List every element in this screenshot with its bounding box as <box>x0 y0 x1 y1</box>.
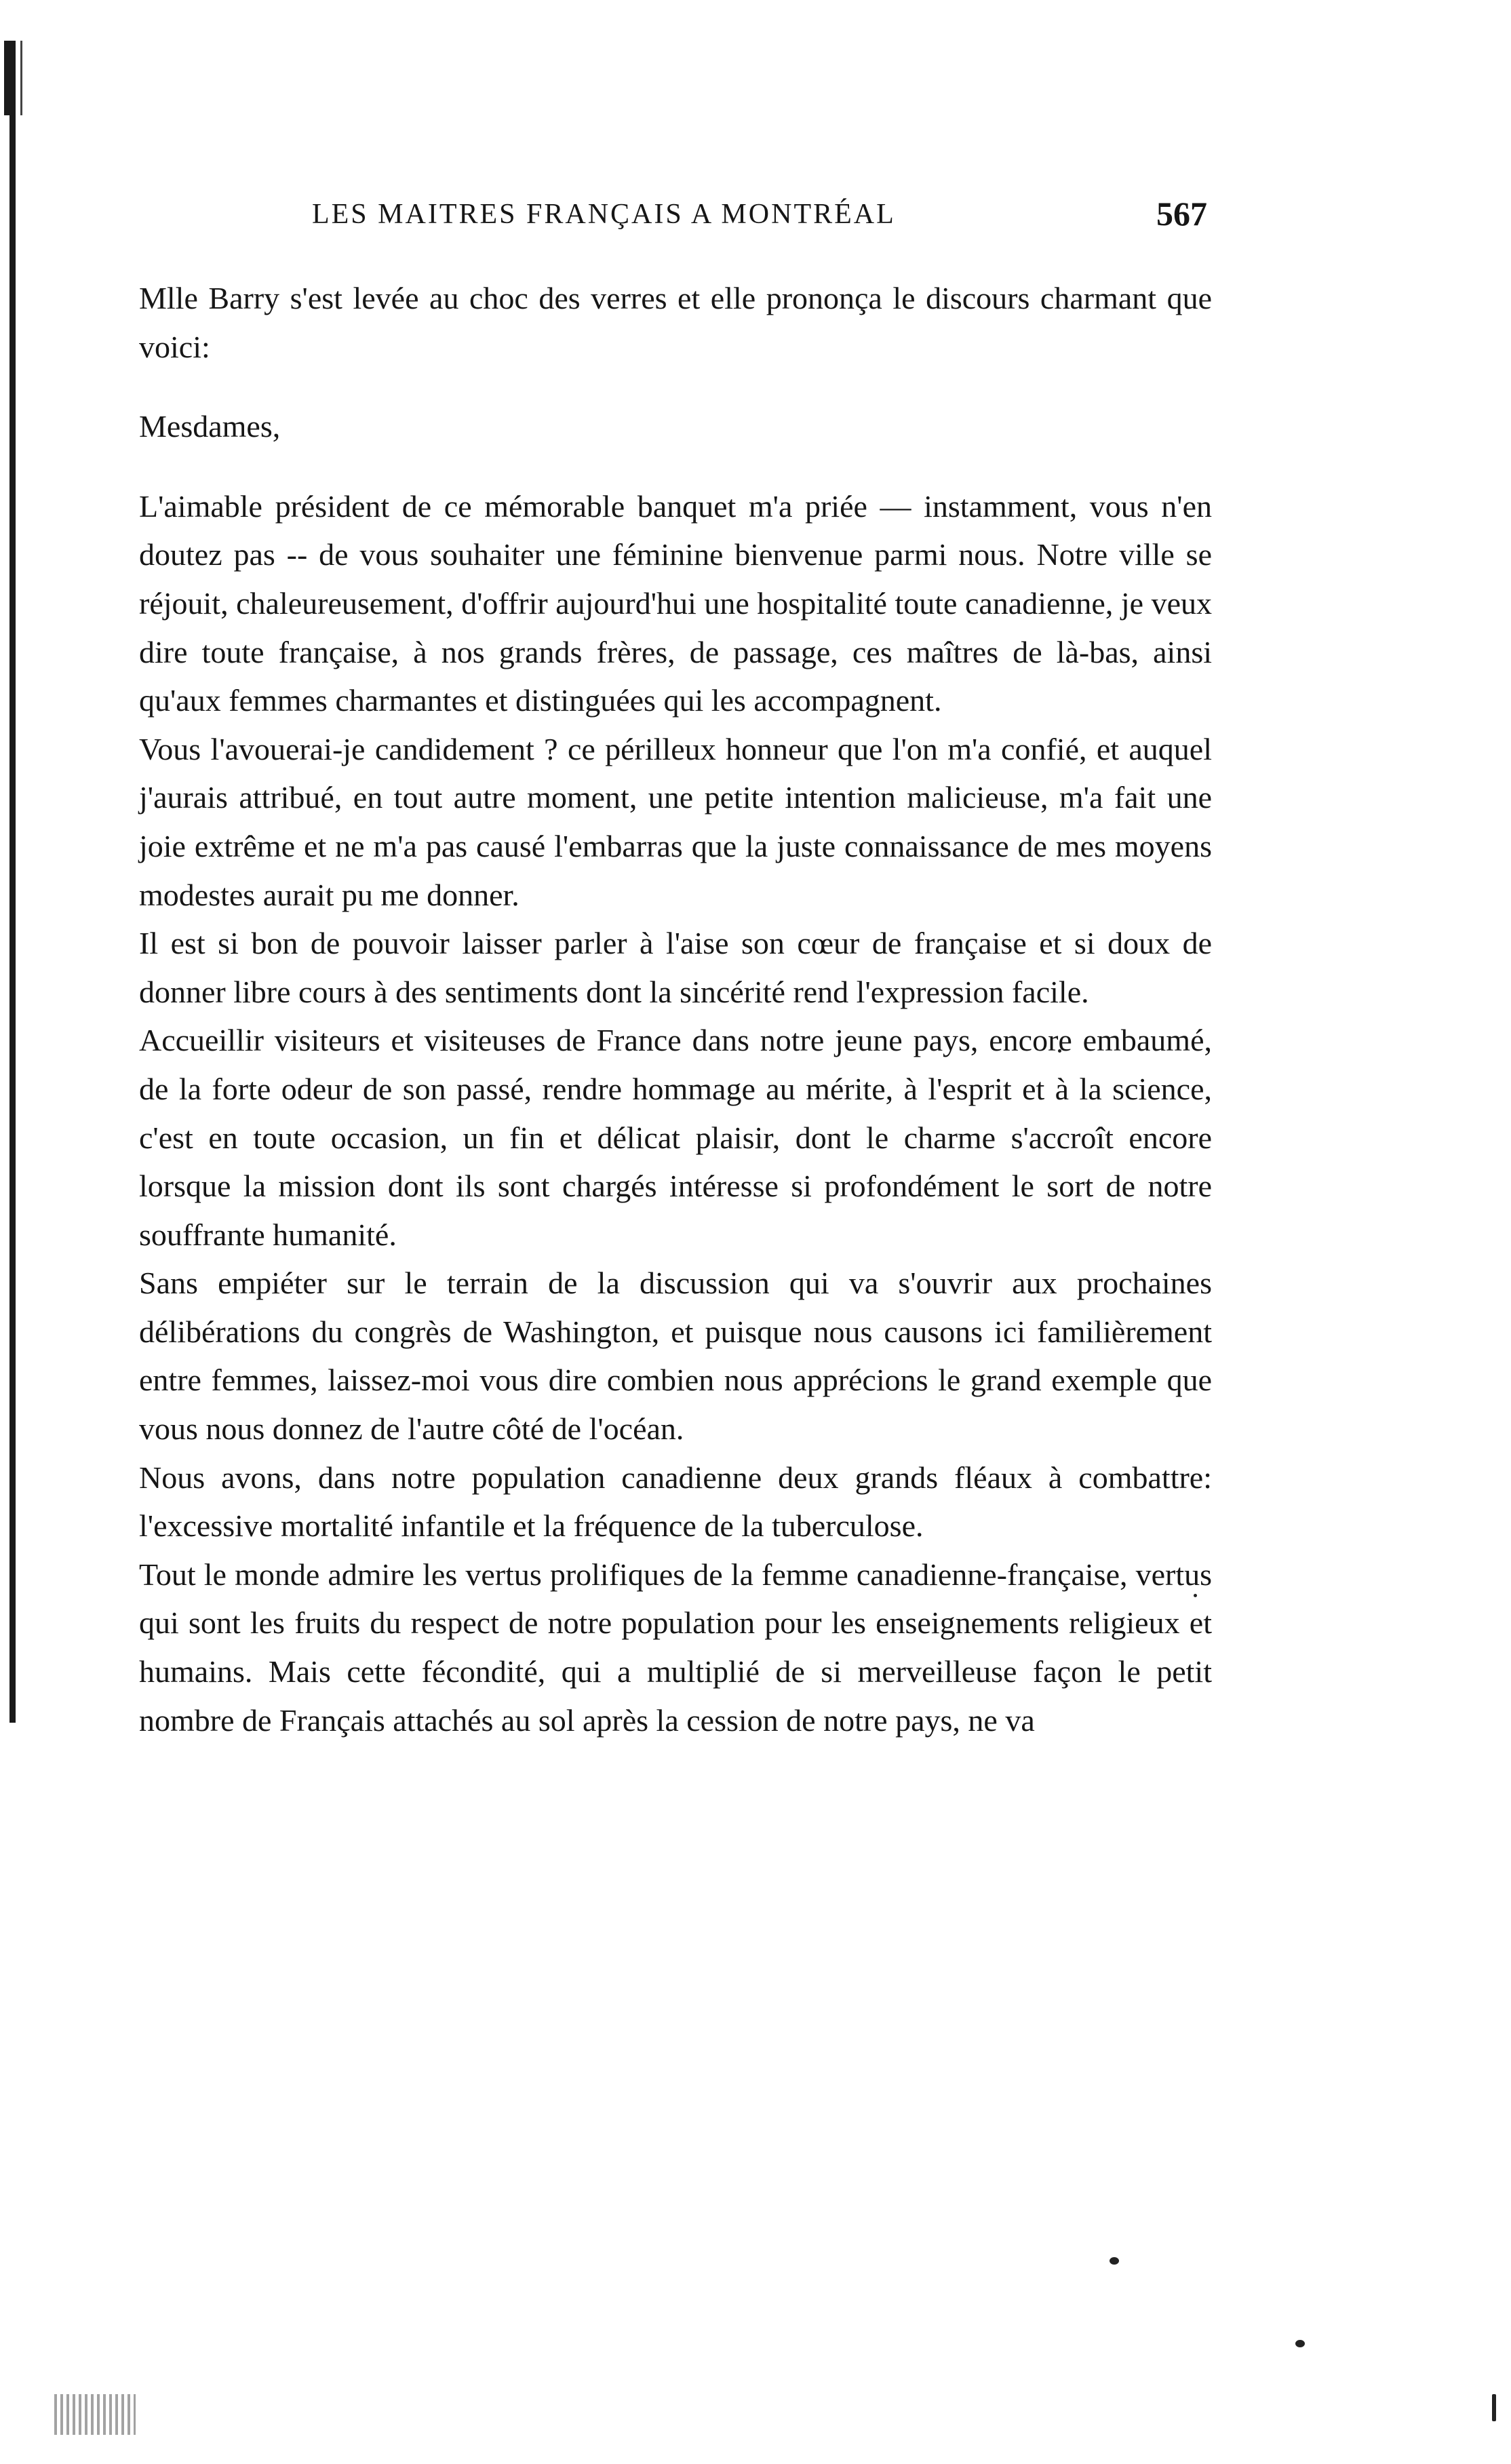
running-head: LES MAITRES FRANÇAIS A MONTRÉAL <box>312 199 896 230</box>
paragraph: Sans empiéter sur le terrain de la discussion qui va s'ouvrir aux prochaines délibérations du congrès de Washington, et puisque nous causons ici familièrement entre femmes, laissez-moi vous dire combien nous apprécions le grand exemple que vous nous donnez de l'autre côté de l'océan. <box>139 1266 1212 1447</box>
paragraph: Il est si bon de pouvoir laisser parler à l'aise son cœur de française et si doux de donner libre cours à des sentiments dont la sincérité rend l'expression facile. <box>139 926 1212 1009</box>
paragraph: Nous avons, dans notre population canadienne deux grands fléaux à combattre: l'excessive mortalité infantile et la fréquence de la tuberculose. <box>139 1460 1212 1544</box>
paragraph: Mlle Barry s'est levée au choc des verres et elle prononça le discours charmant que voici: <box>139 281 1212 364</box>
paragraph: L'aimable président de ce mémorable banquet m'a priée — instamment, vous n'en doutez pas -- de vous souhaiter une féminine bienvenue parmi nous. Notre ville se réjouit, chaleureusement, d'offrir aujourd'hui une hospitalité toute canadienne, je veux dire toute française, à nos grands frères, de passage, ces maîtres de là-bas, ainsi qu'aux femmes charmantes et distinguées qui les accompagnent. <box>139 488 1212 718</box>
salutation: Mesdames, <box>139 409 281 444</box>
scan-speck <box>1110 2257 1119 2265</box>
scan-speck <box>1295 2340 1305 2347</box>
page-header <box>312 195 1207 239</box>
paragraph: Tout le monde admire les vertus prolifiques de la femme canadienne-française, vertus qui sont les fruits du respect de notre population pour les enseignements religieux et humains. Mais cette fécondité, qui a multiplié de si merveilleuse façon le petit nombre de Français attachés au sol après la cession de notre pays, ne va <box>139 1557 1212 1738</box>
scan-binding-edge-top <box>4 41 31 115</box>
body-text <box>139 274 1212 1744</box>
page-number: 567 <box>1156 195 1207 233</box>
scan-binding-edge <box>9 41 16 1723</box>
paragraph: Vous l'avouerai-je candidement ? ce périlleux honneur que l'on m'a confié, et auquel j'aurais attribué, en tout autre moment, une petite intention malicieuse, m'a fait une joie extrême et ne m'a pas causé l'embarras que la juste connaissance de mes moyens modestes aurait pu me donner. <box>139 731 1212 912</box>
scan-speck <box>1492 2394 1496 2421</box>
scan-footer-smudge <box>54 2394 136 2435</box>
paragraph: Accueillir visiteurs et visiteuses de France dans notre jeune pays, encore embaumé, de la forte odeur de son passé, rendre hommage au mérite, à l'esprit et à la science, c'est en toute occasion, un fin et délicat plaisir, dont le charme s'accroît encore lorsque la mission dont ils sont chargés intéresse si profondément le sort de notre souffrante humanité. <box>139 1023 1212 1252</box>
